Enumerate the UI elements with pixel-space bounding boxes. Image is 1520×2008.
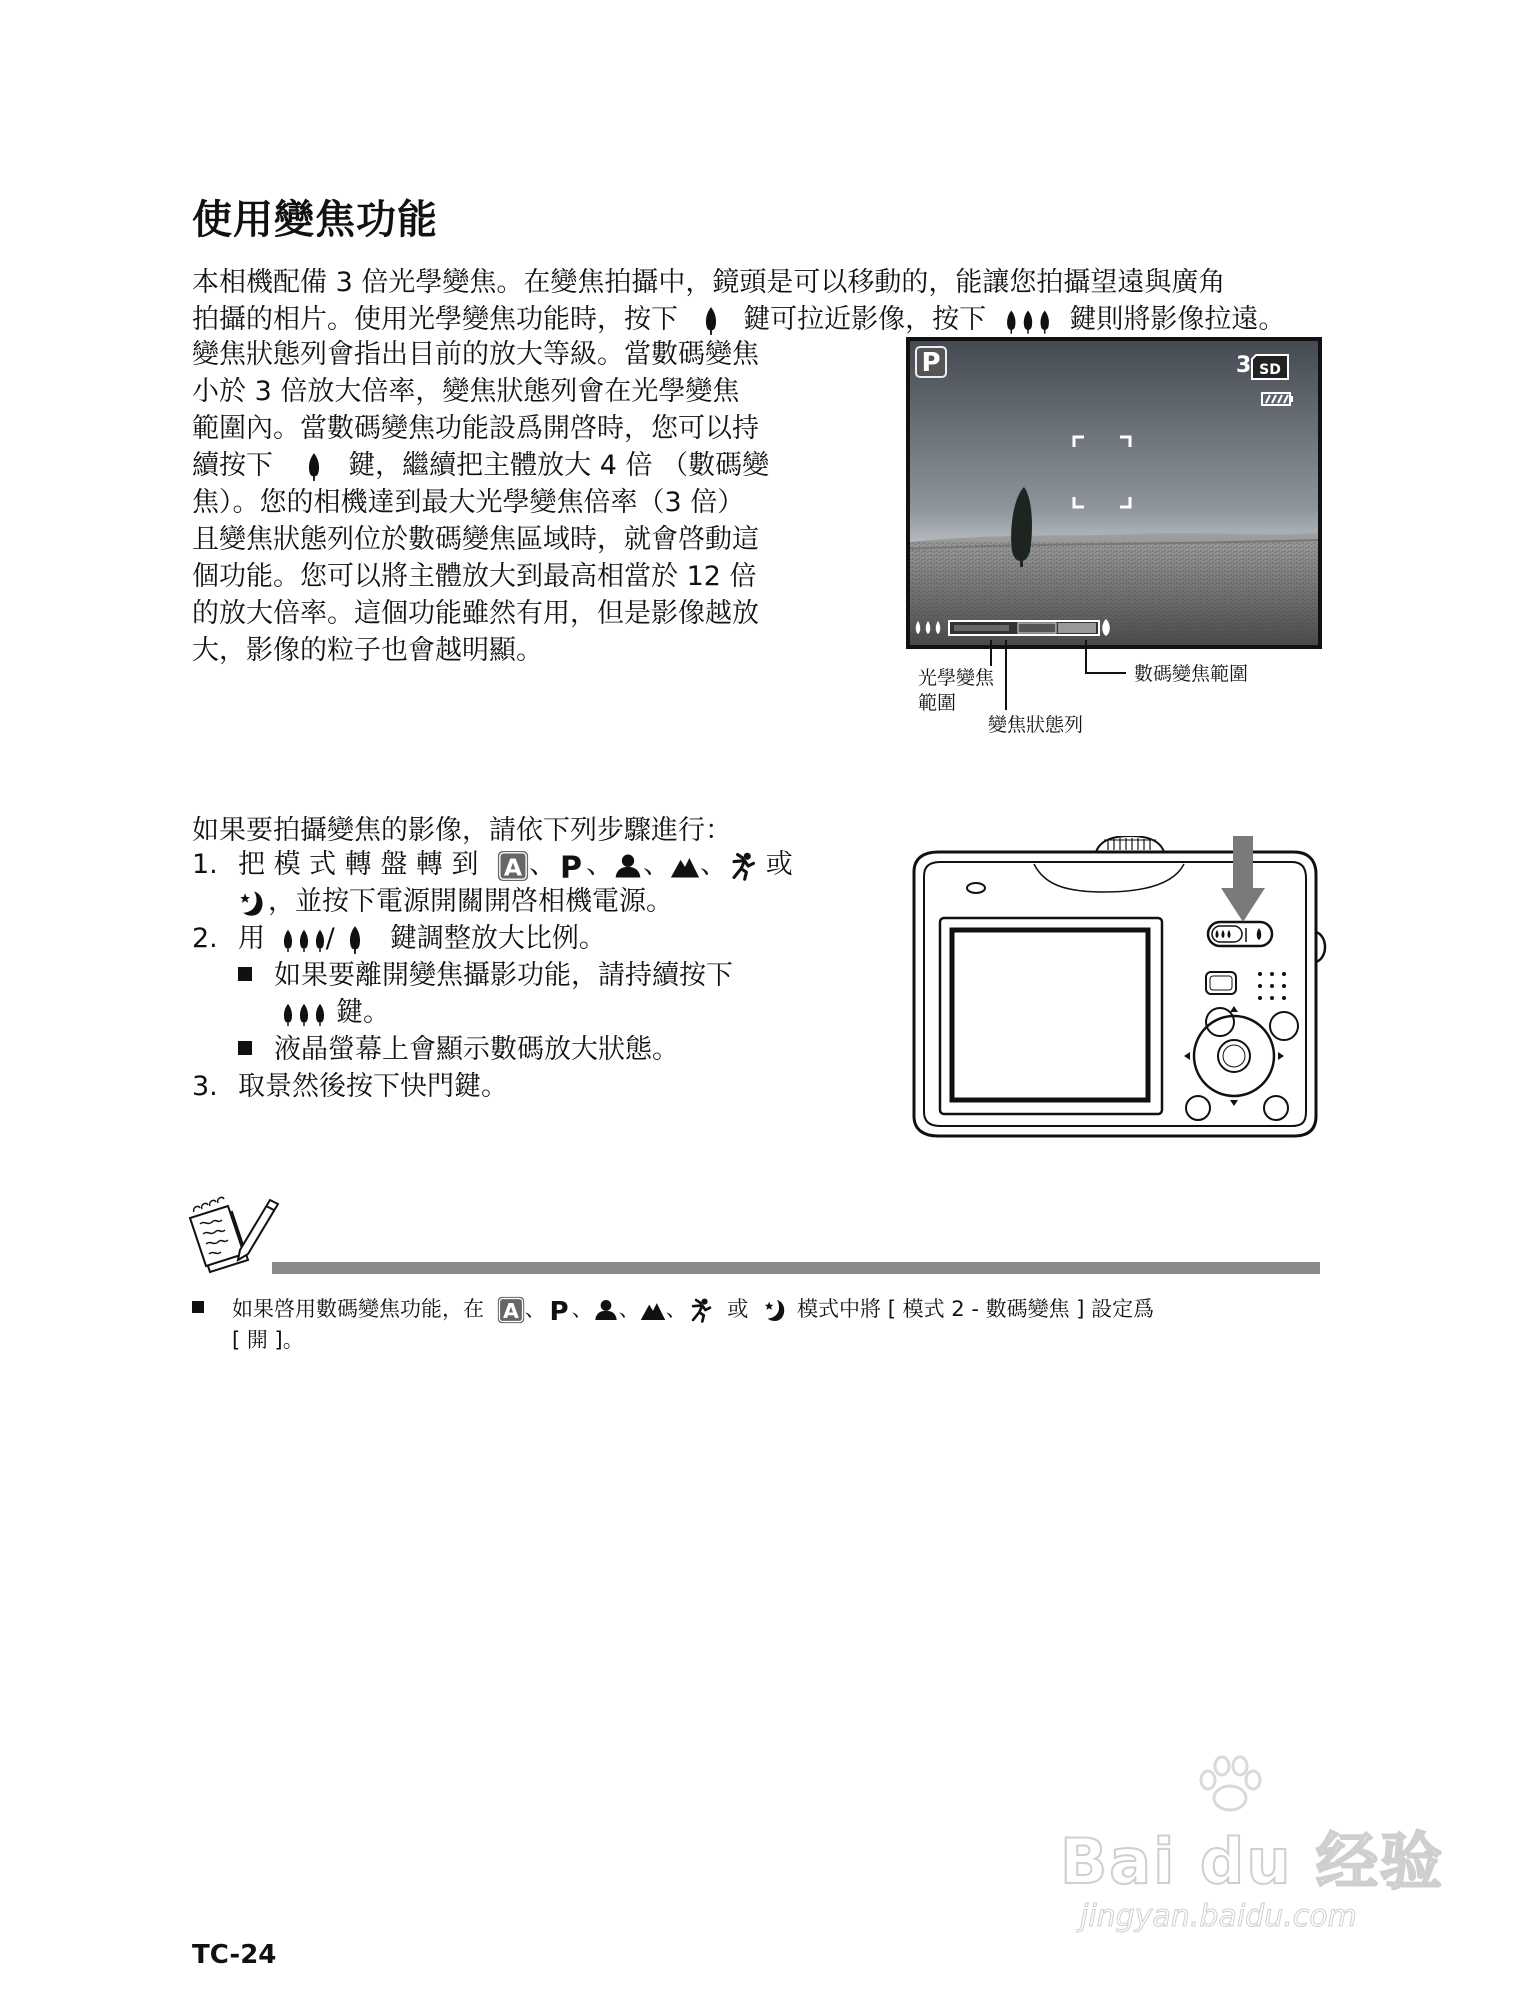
sport-mode-icon [687,1297,713,1323]
shots-remaining: 3 [1236,353,1252,378]
wide-trees-icon [282,927,326,953]
portrait-mode-icon [593,1297,619,1323]
night-mode-icon [763,1297,789,1323]
step-3: 3. 取景然後按下快門鍵。 [192,1071,508,1102]
zoom-bar-label: 變焦狀態列 [988,714,1084,736]
step-1: 1. 把 模 式 轉 盤 轉 到 、 、 、 、 或 [192,846,793,883]
note-text: 如果啓用數碼變焦功能，在 、 、 、 、 或 模式中將 [ 模式 2 - 數碼變焦 ] 設定爲 [ 開 ]。 [192,1294,1154,1355]
tele-tree-icon [703,306,719,336]
optical-range-label: 光學變焦 範圍 [918,667,995,714]
paw-logo-icon [1190,1754,1270,1814]
intro-paragraph [192,264,1285,338]
watermark: Bai du 经验 jingyan.baidu.com [1060,1812,1444,1934]
step-2-bullet-1: 如果要離開變焦攝影功能，請持續按下 [192,957,793,994]
lcd-mode-label: P [921,348,941,378]
sport-mode-icon [727,851,757,881]
step-2: 2. 用 / 鍵調整放大比例。 [192,923,606,954]
landscape-mode-icon [670,851,700,881]
intro-line-2: 拍攝的相片。使用光學變焦功能時，按下 鍵可拉近影像，按下 鍵則將影像拉遠。 [192,304,1286,335]
note-divider [272,1262,1320,1274]
sd-card-icon [1252,355,1288,379]
digital-range-label: 數碼變焦範圍 [1134,663,1249,685]
steps-list: 1. 把 模 式 轉 盤 轉 到 、 、 、 、 或 ，並按下電源開關開啓相機電源。 2. 用 / 鍵調整放大比例。 如果要離開變焦攝影功能，請持續按下 鍵。 液晶螢幕上會顯示數碼放大狀態。 3. 取景然後按下快門鍵。 [192,846,793,1105]
step-2-bullet-2: 液晶螢幕上會顯示數碼放大狀態。 [192,1031,793,1068]
tele-tree-icon [306,452,322,482]
auto-mode-icon [497,1296,525,1324]
wide-trees-icon [282,1001,326,1027]
night-mode-icon [238,888,268,918]
program-mode-icon [546,1295,572,1325]
auto-mode-icon [497,850,529,882]
intro-line-1: 本相機配備 3 倍光學變焦。在變焦拍攝中，鏡頭是可以移動的，能讓您拍攝望遠與廣角 [192,267,1226,298]
lcd-screen-illustration [906,337,1322,649]
portrait-mode-icon [613,851,643,881]
steps-intro: 如果要拍攝變焦的影像，請依下列步驟進行： [192,815,732,846]
program-mode-icon [556,849,586,883]
page-title: 使用變焦功能 [192,197,438,243]
page-number: TC-24 [192,1940,277,1970]
landscape-mode-icon [640,1297,666,1323]
notepad-pencil-icon [188,1194,282,1278]
svg-text:SD: SD [1259,362,1281,378]
mode-p-badge [916,347,946,378]
press-arrow-icon [1220,836,1266,926]
wide-trees-icon [1005,307,1051,335]
tele-tree-icon [347,925,363,955]
zoom-description: 變焦狀態列會指出目前的放大等級。當數碼變焦 小於 3 倍放大倍率，變焦狀態列會在光學變焦 範圍內。當數碼變焦功能設爲開啓時，您可以持 續按下 鍵，繼續把主體放大 4 倍 （數碼變 焦）。您的相機達到最大光學變焦倍率（3 倍） 且變焦狀態列位於數碼變焦區域時，就會啓動這 個功能。您可以將主體放大到最高相當於 12 倍 的放大倍率。這個功能雖然有用，但是影像越放 大，影像的粒子也會越明顯。 [192,339,770,666]
